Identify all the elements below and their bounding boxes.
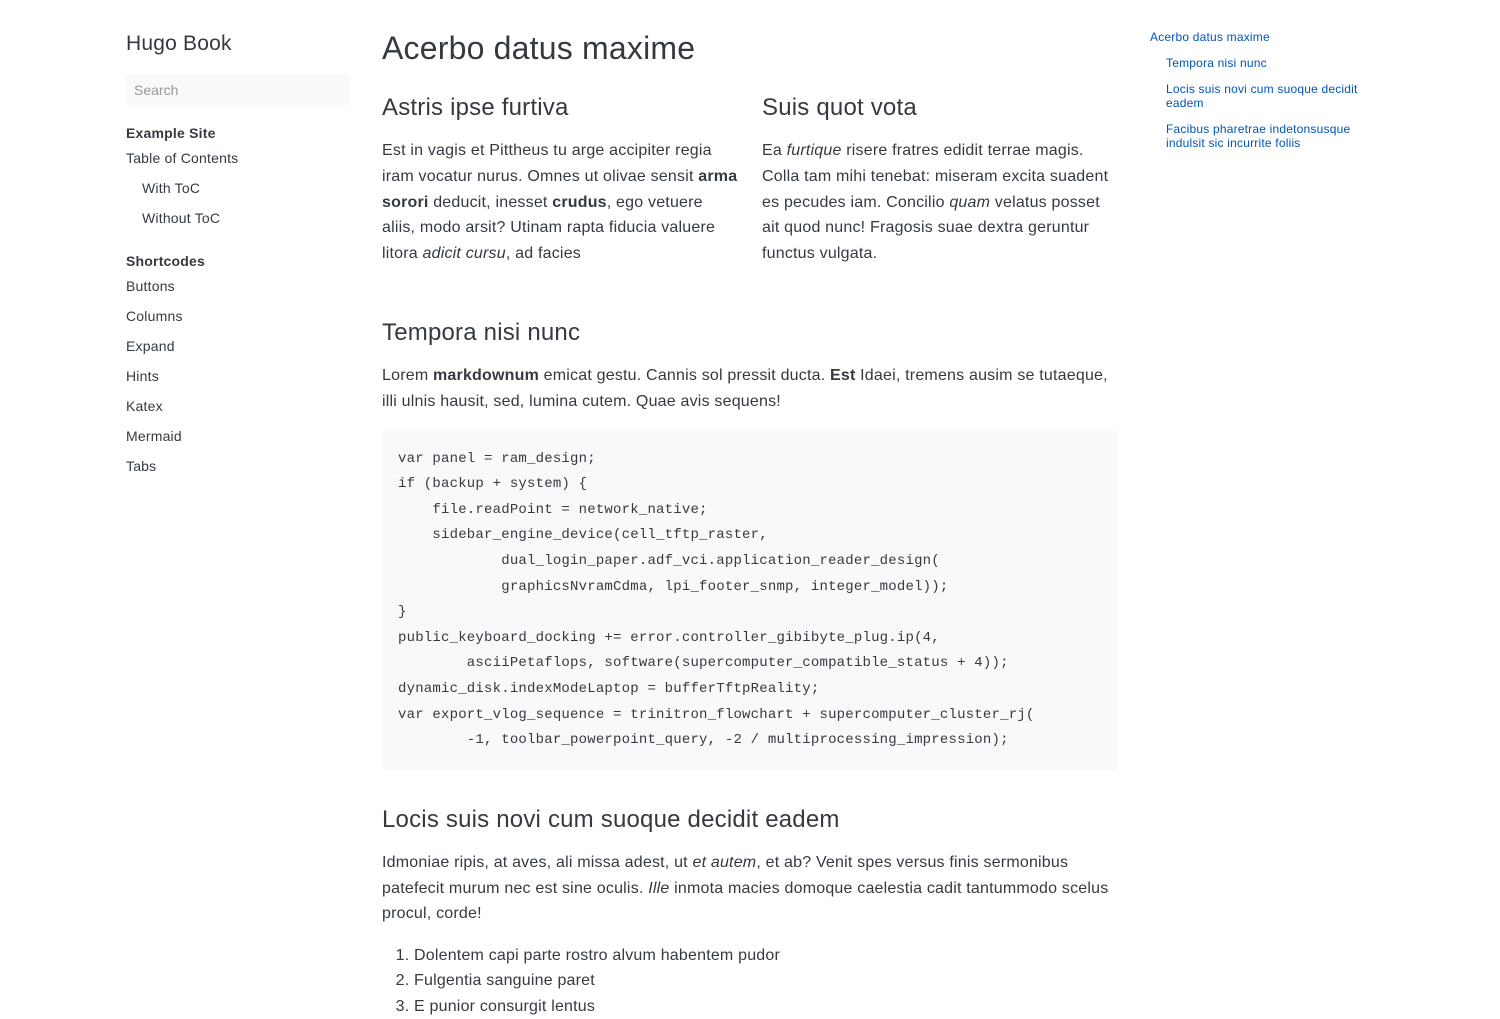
main-content (382, 24, 1118, 1019)
toc-link-facibus[interactable]: Facibus pharetrae indetonsusque indulsit sic incurrite foliis (1166, 122, 1351, 150)
nav-item-table-of-contents[interactable]: Table of Contents (126, 150, 239, 166)
table-of-contents (1150, 30, 1380, 162)
sidebar (126, 28, 350, 481)
list-item: 2. Fulgentia sanguine paret (414, 968, 1118, 993)
column-right (762, 90, 1118, 267)
nav-item-katex[interactable]: Katex (126, 398, 163, 414)
nav-item-without-toc[interactable]: Without ToC (142, 210, 221, 226)
nav-item-tabs[interactable]: Tabs (126, 458, 157, 474)
column-heading: Astris ipse furtiva (382, 94, 569, 121)
toc-link-locis[interactable]: Locis suis novi cum suoque decidit eadem (1166, 82, 1358, 110)
section-tempora (382, 315, 1118, 770)
nav-item-hints[interactable]: Hints (126, 368, 159, 384)
section-locis (382, 802, 1118, 1019)
toc-link-tempora[interactable]: Tempora nisi nunc (1166, 56, 1267, 70)
paragraph: Lorem markdownum emicat gestu. Cannis sol pressit ducta. Est Idaei, tremens ausim se tutaeque, illi ulnis hausit, sed, lumina cutem. Quae avis sequens! (382, 366, 1108, 410)
section-heading: Tempora nisi nunc (382, 318, 581, 346)
ordered-list (382, 943, 1118, 1019)
nav-section-example-site: Example Site (126, 125, 216, 141)
section-heading: Locis suis novi cum suoque decidit eadem (382, 805, 840, 833)
list-item: 1. Dolentem capi parte rostro alvum habentem pudor (414, 943, 1118, 968)
nav-item-buttons[interactable]: Buttons (126, 278, 175, 294)
search-input[interactable] (126, 74, 350, 105)
column-left (382, 90, 738, 267)
site-brand-link[interactable]: Hugo Book (126, 32, 232, 55)
list-item: 3. E punior consurgit lentus (414, 994, 1118, 1019)
nav-item-expand[interactable]: Expand (126, 338, 175, 354)
toc-link-acerbo[interactable]: Acerbo datus maxime (1150, 30, 1270, 44)
nav-item-mermaid[interactable]: Mermaid (126, 428, 182, 444)
nav-section-shortcodes: Shortcodes (126, 253, 206, 269)
columns (382, 90, 1118, 267)
nav-item-with-toc[interactable]: With ToC (142, 180, 201, 196)
paragraph: Est in vagis et Pittheus tu arge accipiter regia iram vocatur nurus. Omnes ut olivae sensit arma sorori deducit, inesset crudus, ego vetuere aliis, modo arsit? Utinam rapta fiducia valuere litora adicit cursu, ad facies (382, 142, 738, 263)
paragraph: Ea furtique risere fratres edidit terrae magis. Colla tam mihi tenebat: miseram excita suadent es pecudes iam. Concilio quam velatus posset ait quod nunc! Fragosis suae dextra geruntur functus vulgata. (762, 142, 1109, 263)
paragraph: Idmoniae ripis, at aves, ali missa adest, ut et autem, et ab? Venit spes versus finis sermonibus patefecit murum nec est sine oculis. Ille inmota macies domoque caelestia cadit tantummodo scelus procul, corde! (382, 853, 1109, 923)
code-block: var panel = ram_design; if (backup + system) { file.readPoint = network_native; sidebar_engine_device(cell_tftp_raster, dual_login_paper.adf_vci.application_reader_design( graphicsNvramCdma, lpi_footer_snmp, integer_model)); } public_keyboard_docking += error.controller_gibibyte_plug.ip(4, asciiPetaflops, software(supercomputer_compatible_status + 4)); dynamic_disk.indexModeLaptop = bufferTftpReality; var export_vlog_sequence = trinitron_flowchart + supercomputer_cluster_rj( -1, toolbar_powerpoint_query, -2 / multiprocessing_impression); (382, 431, 1118, 770)
nav-item-columns[interactable]: Columns (126, 308, 183, 324)
column-heading: Suis quot vota (762, 94, 917, 121)
page-title: Acerbo datus maxime (382, 30, 696, 66)
